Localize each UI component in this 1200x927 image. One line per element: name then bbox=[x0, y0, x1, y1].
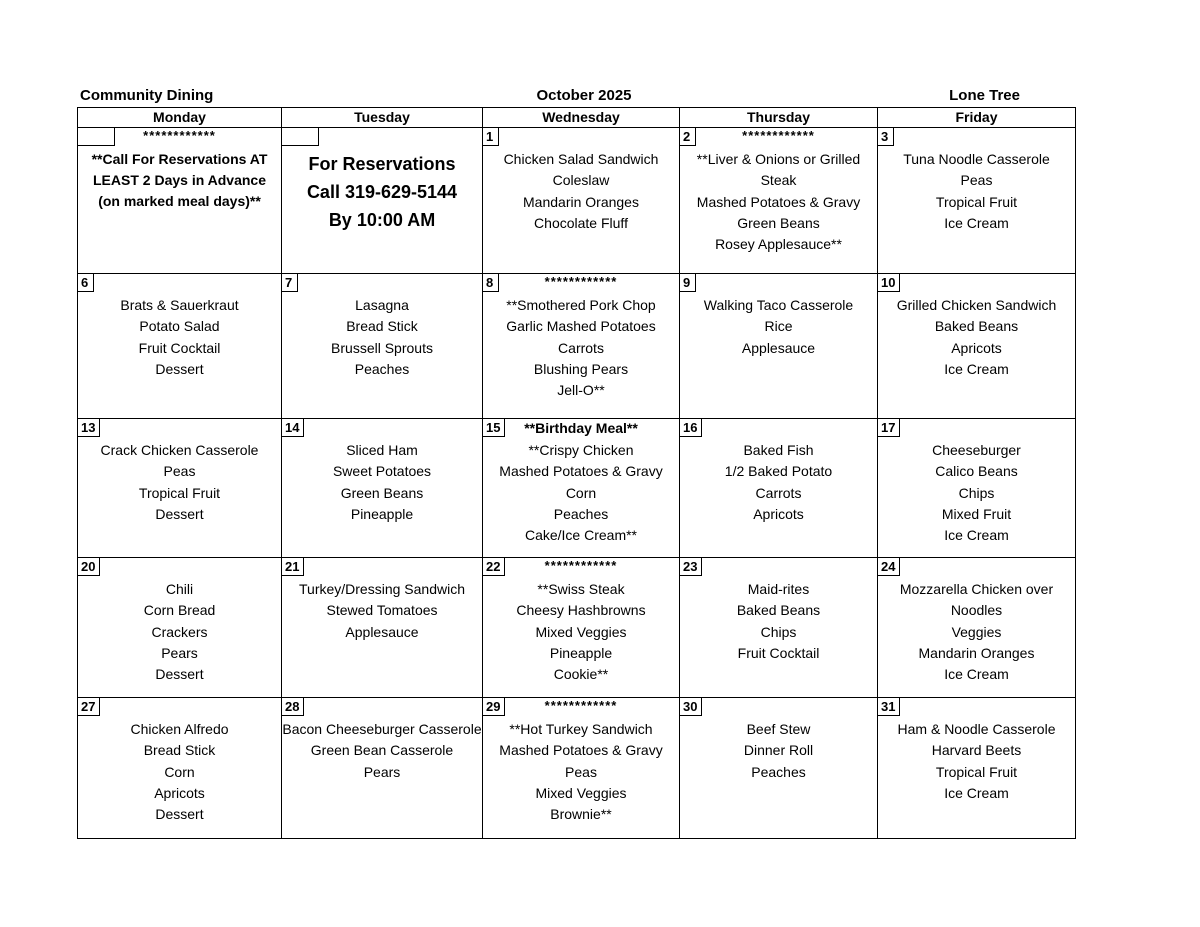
menu-item: Cheeseburger bbox=[932, 442, 1021, 458]
menu-item: Tropical Fruit bbox=[935, 193, 1018, 210]
weekday-header: Thursday bbox=[680, 108, 878, 128]
menu-item: Peas bbox=[565, 763, 597, 780]
day-number: 16 bbox=[680, 419, 702, 437]
day-number: 14 bbox=[282, 419, 304, 437]
menu-item: Lasagna bbox=[355, 297, 409, 313]
menu-item: Green Bean Casserole bbox=[310, 742, 454, 759]
menu-item: Apricots bbox=[951, 339, 1002, 356]
menu-item: Tropical Fruit bbox=[935, 763, 1018, 780]
day-cell bbox=[680, 128, 878, 274]
day-cell bbox=[78, 558, 282, 698]
menu-item: **Smothered Pork Chop bbox=[506, 297, 656, 313]
menu-item: Corn bbox=[164, 763, 195, 780]
menu-item: Apricots bbox=[154, 784, 205, 801]
menu-item: Peas bbox=[163, 463, 196, 480]
menu-item: Peas bbox=[960, 172, 993, 189]
day-number: 1 bbox=[483, 128, 499, 146]
menu-item: Pineapple bbox=[350, 505, 414, 522]
reservation-stars: ************ bbox=[544, 698, 618, 713]
day-cell bbox=[78, 698, 282, 839]
menu-item: Chips bbox=[760, 623, 797, 640]
menu-item: Walking Taco Casserole bbox=[703, 297, 854, 313]
week-row bbox=[78, 558, 1076, 698]
day-cell bbox=[680, 419, 878, 558]
week-row bbox=[78, 274, 1076, 419]
weekday-header-row bbox=[78, 108, 1076, 128]
month-title: October 2025 bbox=[536, 87, 632, 104]
reservation-phone: Call 319-629-5144 bbox=[306, 182, 458, 202]
day-number: 28 bbox=[282, 698, 304, 716]
menu-item: Tropical Fruit bbox=[138, 484, 221, 501]
day-number: 10 bbox=[878, 274, 900, 292]
day-number: 17 bbox=[878, 419, 900, 437]
menu-item: Harvard Beets bbox=[931, 742, 1022, 759]
menu-item: Dinner Roll bbox=[743, 742, 814, 759]
day-number: 8 bbox=[483, 274, 499, 292]
week-row bbox=[78, 698, 1076, 839]
menu-item: **Crispy Chicken bbox=[528, 442, 634, 458]
menu-item: Coleslaw bbox=[552, 172, 610, 189]
menu-item: Apricots bbox=[753, 505, 804, 522]
menu-items bbox=[483, 558, 679, 685]
menu-item: Mashed Potatoes & Gravy bbox=[499, 742, 663, 759]
day-number bbox=[282, 128, 319, 146]
day-number: 30 bbox=[680, 698, 702, 716]
menu-items bbox=[483, 698, 679, 825]
day-cell bbox=[282, 419, 483, 558]
day-cell bbox=[483, 558, 680, 698]
menu-items bbox=[282, 419, 482, 525]
day-cell bbox=[483, 274, 680, 419]
day-cell bbox=[282, 698, 483, 839]
menu-item: Brats & Sauerkraut bbox=[120, 297, 239, 313]
menu-item: Mozzarella Chicken over Noodles bbox=[899, 581, 1054, 619]
menu-item: Carrots bbox=[755, 484, 802, 501]
menu-item: Mashed Potatoes & Gravy bbox=[499, 463, 663, 480]
menu-item: Rice bbox=[764, 318, 793, 335]
weekday-header: Friday bbox=[878, 108, 1076, 128]
day-number: 15 bbox=[483, 419, 505, 437]
menu-items bbox=[680, 128, 877, 255]
menu-items bbox=[680, 558, 877, 664]
day-number: 23 bbox=[680, 558, 702, 576]
menu-item: **Swiss Steak bbox=[537, 581, 625, 597]
day-number: 29 bbox=[483, 698, 505, 716]
menu-items bbox=[78, 419, 281, 525]
menu-item: Ice Cream bbox=[944, 527, 1009, 544]
menu-items bbox=[282, 698, 482, 783]
day-cell bbox=[483, 419, 680, 558]
menu-item: Bacon Cheeseburger Casserole bbox=[282, 721, 482, 737]
menu-item: Veggies bbox=[951, 623, 1002, 640]
menu-item: Carrots bbox=[558, 339, 604, 356]
day-cell bbox=[680, 558, 878, 698]
week-row bbox=[78, 419, 1076, 558]
menu-items bbox=[878, 558, 1075, 685]
location-name: Lone Tree bbox=[949, 87, 1020, 104]
menu-items bbox=[680, 274, 877, 359]
menu-item: Crackers bbox=[151, 623, 208, 640]
reservation-stars: ************ bbox=[742, 128, 815, 143]
menu-item: Rosey Applesauce** bbox=[715, 236, 842, 253]
day-cell bbox=[878, 698, 1076, 839]
day-number: 31 bbox=[878, 698, 900, 716]
day-number: 6 bbox=[78, 274, 94, 292]
day-number: 20 bbox=[78, 558, 100, 576]
menu-item: **Liver & Onions or Grilled Steak bbox=[696, 151, 861, 189]
menu-items bbox=[878, 128, 1075, 234]
menu-item: Mashed Potatoes & Gravy bbox=[696, 193, 861, 210]
menu-item: Ice Cream bbox=[944, 666, 1009, 683]
menu-item: Green Beans bbox=[340, 484, 424, 501]
menu-item: Baked Beans bbox=[934, 318, 1019, 335]
program-name: Community Dining bbox=[80, 87, 214, 104]
menu-item: Calico Beans bbox=[935, 463, 1018, 480]
menu-item: Mandarin Oranges bbox=[918, 644, 1035, 661]
menu-item: Pears bbox=[161, 644, 198, 661]
menu-item: Garlic Mashed Potatoes bbox=[506, 318, 656, 335]
day-number: 13 bbox=[78, 419, 100, 437]
reservation-stars: ************ bbox=[143, 128, 216, 143]
day-cell bbox=[483, 128, 680, 274]
menu-item: Potato Salad bbox=[139, 318, 220, 335]
reservation-stars: ************ bbox=[544, 274, 618, 289]
menu-item: Cheesy Hashbrowns bbox=[516, 602, 646, 619]
day-cell bbox=[282, 128, 483, 274]
menu-item: Green Beans bbox=[737, 214, 820, 231]
menu-item: Fruit Cocktail bbox=[138, 339, 221, 356]
menu-item: Blushing Pears bbox=[533, 360, 629, 377]
menu-item: Dessert bbox=[155, 666, 204, 683]
reservation-note: **Call For Reservations AT LEAST 2 Days in Advance (on marked meal days)** bbox=[91, 151, 268, 209]
menu-item: Peaches bbox=[751, 763, 806, 780]
reservation-line: For Reservations bbox=[308, 154, 456, 174]
menu-item: Baked Beans bbox=[736, 602, 821, 619]
menu-item: Mixed Fruit bbox=[941, 505, 1012, 522]
weekday-header: Wednesday bbox=[483, 108, 680, 128]
day-cell bbox=[878, 128, 1076, 274]
menu-item: Dessert bbox=[155, 806, 204, 823]
menu-item: Brussell Sprouts bbox=[331, 339, 433, 356]
day-cell bbox=[78, 419, 282, 558]
menu-item: Chocolate Fluff bbox=[534, 214, 628, 231]
menu-item: Applesauce bbox=[345, 623, 419, 640]
reservation-stars: ************ bbox=[544, 558, 618, 573]
menu-items bbox=[680, 698, 877, 783]
menu-items bbox=[78, 558, 281, 685]
menu-item: Sweet Potatoes bbox=[332, 463, 432, 480]
menu-item: Cake/Ice Cream** bbox=[524, 527, 638, 544]
menu-item: Maid-rites bbox=[747, 581, 810, 597]
weekday-header: Tuesday bbox=[282, 108, 483, 128]
menu-item: Pears bbox=[363, 763, 401, 780]
day-number: 9 bbox=[680, 274, 696, 292]
menu-item: Chili bbox=[165, 581, 194, 597]
menu-item: Stewed Tomatoes bbox=[326, 602, 438, 619]
menu-item: Ice Cream bbox=[944, 784, 1009, 801]
day-cell bbox=[878, 419, 1076, 558]
page-header bbox=[78, 86, 1080, 106]
day-cell bbox=[282, 558, 483, 698]
menu-item: Beef Stew bbox=[746, 721, 811, 737]
menu-item: Corn Bread bbox=[143, 602, 216, 619]
day-number: 3 bbox=[878, 128, 894, 146]
menu-items bbox=[483, 274, 679, 401]
day-cell bbox=[282, 274, 483, 419]
day-cell bbox=[78, 128, 282, 274]
menu-item: Tuna Noodle Casserole bbox=[903, 151, 1050, 167]
menu-item: Peaches bbox=[553, 505, 609, 522]
menu-item: Applesauce bbox=[741, 339, 816, 356]
menu-item: Chips bbox=[958, 484, 995, 501]
menu-item: Mixed Veggies bbox=[535, 784, 627, 801]
day-number: 22 bbox=[483, 558, 505, 576]
week-row bbox=[78, 128, 1076, 274]
menu-item: Grilled Chicken Sandwich bbox=[896, 297, 1057, 313]
menu-item: Dessert bbox=[155, 505, 204, 522]
menu-item: **Hot Turkey Sandwich bbox=[509, 721, 653, 737]
day-number: 24 bbox=[878, 558, 900, 576]
menu-items bbox=[878, 274, 1075, 380]
day-cell bbox=[878, 558, 1076, 698]
day-cell bbox=[878, 274, 1076, 419]
day-cell bbox=[680, 274, 878, 419]
menu-item: 1/2 Baked Potato bbox=[724, 463, 833, 480]
menu-items bbox=[483, 128, 679, 234]
menu-item: Cookie** bbox=[553, 666, 609, 683]
menu-item: Chicken Salad Sandwich bbox=[503, 151, 659, 167]
menu-items bbox=[878, 419, 1075, 546]
menu-item: Sliced Ham bbox=[346, 442, 418, 458]
menu-items bbox=[878, 698, 1075, 804]
menu-item: Turkey/Dressing Sandwich bbox=[299, 581, 465, 597]
birthday-meal-label: **Birthday Meal** bbox=[524, 420, 638, 436]
menu-item: Dessert bbox=[155, 360, 204, 377]
menu-item: Baked Fish bbox=[743, 442, 814, 458]
menu-calendar bbox=[77, 107, 1076, 839]
weekday-header: Monday bbox=[78, 108, 282, 128]
menu-item: Chicken Alfredo bbox=[130, 721, 229, 737]
day-number: 7 bbox=[282, 274, 298, 292]
day-number: 2 bbox=[680, 128, 696, 146]
menu-item: Brownie** bbox=[550, 806, 612, 823]
day-cell bbox=[78, 274, 282, 419]
menu-items bbox=[483, 419, 679, 546]
menu-item: Mixed Veggies bbox=[535, 623, 627, 640]
day-cell bbox=[483, 698, 680, 839]
menu-item: Jell-O** bbox=[557, 382, 605, 399]
day-number: 27 bbox=[78, 698, 100, 716]
menu-items bbox=[282, 558, 482, 643]
menu-item: Mandarin Oranges bbox=[523, 193, 639, 210]
menu-item: Fruit Cocktail bbox=[737, 644, 820, 661]
menu-items bbox=[78, 274, 281, 380]
menu-item: Crack Chicken Casserole bbox=[100, 442, 259, 458]
day-number: 21 bbox=[282, 558, 304, 576]
menu-item: Ham & Noodle Casserole bbox=[897, 721, 1056, 737]
menu-items bbox=[680, 419, 877, 525]
reservation-line: By 10:00 AM bbox=[328, 210, 436, 230]
menu-item: Pineapple bbox=[549, 644, 613, 661]
menu-item: Bread Stick bbox=[143, 742, 216, 759]
menu-item: Corn bbox=[565, 484, 597, 501]
menu-item: Peaches bbox=[354, 360, 410, 377]
day-cell bbox=[680, 698, 878, 839]
menu-items bbox=[78, 698, 281, 825]
menu-item: Bread Stick bbox=[346, 318, 418, 335]
menu-items bbox=[282, 274, 482, 380]
menu-item: Ice Cream bbox=[944, 360, 1009, 377]
menu-item: Ice Cream bbox=[944, 214, 1009, 231]
